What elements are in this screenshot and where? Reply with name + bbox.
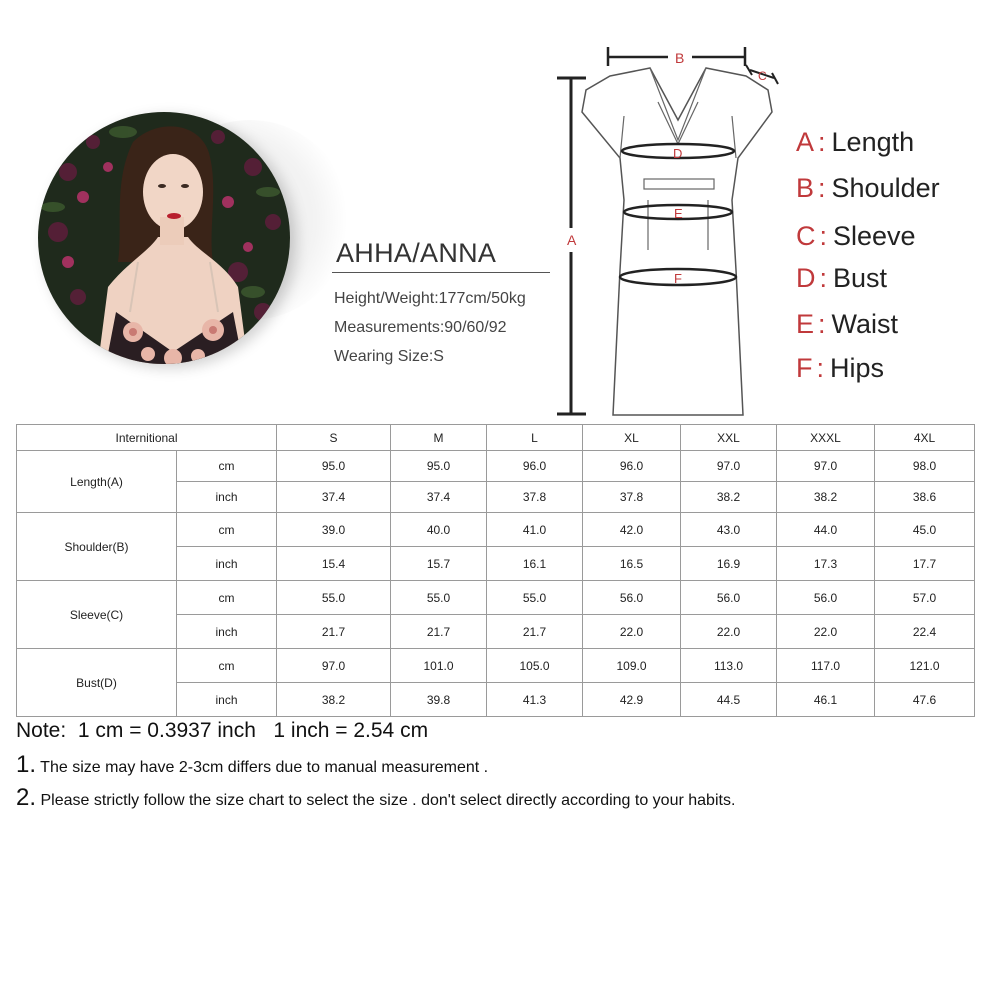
unit-label: inch [177, 547, 277, 581]
table-cell: 95.0 [391, 451, 487, 482]
table-cell: 22.0 [681, 615, 777, 649]
table-cell: 41.3 [487, 683, 583, 717]
brand-underline [332, 272, 550, 273]
legend-item-sleeve [796, 221, 916, 252]
table-cell: 117.0 [777, 649, 875, 683]
table-cell: 15.7 [391, 547, 487, 581]
diagram-label-a: A [567, 232, 577, 248]
legend-name: Length [831, 127, 915, 157]
table-cell: 22.0 [777, 615, 875, 649]
legend-letter: E [796, 309, 815, 339]
table-cell: 15.4 [277, 547, 391, 581]
table-cell: 37.4 [277, 482, 391, 513]
unit-label: cm [177, 451, 277, 482]
unit-label: inch [177, 615, 277, 649]
unit-label: inch [177, 683, 277, 717]
table-cell: 38.2 [777, 482, 875, 513]
table-cell: 21.7 [391, 615, 487, 649]
rule-text: Please strictly follow the size chart to select the size . don't select directly according to your habits. [36, 792, 736, 809]
table-cell: 56.0 [583, 581, 681, 615]
table-cell: 46.1 [777, 683, 875, 717]
legend-colon: : [818, 173, 826, 203]
table-cell: 97.0 [777, 451, 875, 482]
legend-letter: F [796, 353, 813, 383]
table-cell: 38.6 [875, 482, 975, 513]
table-cell: 39.0 [277, 513, 391, 547]
unit-label: cm [177, 513, 277, 547]
size-header: XXL [681, 425, 777, 451]
table-cell: 42.0 [583, 513, 681, 547]
table-cell: 37.8 [487, 482, 583, 513]
legend-item-shoulder [796, 173, 940, 204]
legend-item-length [796, 127, 914, 158]
size-header: M [391, 425, 487, 451]
table-cell: 97.0 [681, 451, 777, 482]
table-cell: 105.0 [487, 649, 583, 683]
table-cell: 45.0 [875, 513, 975, 547]
table-cell: 40.0 [391, 513, 487, 547]
model-wearing-size: Wearing Size:S [334, 348, 444, 365]
table-corner-label: Internitional [17, 425, 277, 451]
table-cell: 41.0 [487, 513, 583, 547]
legend-colon: : [818, 127, 826, 157]
diagram-label-b: B [675, 50, 685, 66]
table-cell: 39.8 [391, 683, 487, 717]
table-cell: 44.5 [681, 683, 777, 717]
diagram-label-f: F [674, 271, 682, 286]
legend-item-waist [796, 309, 898, 340]
model-height-weight: Height/Weight:177cm/50kg [334, 290, 526, 307]
table-row [17, 649, 975, 683]
legend-colon: : [816, 353, 825, 383]
table-cell: 96.0 [583, 451, 681, 482]
row-group-label: Shoulder(B) [17, 513, 177, 581]
table-cell: 37.4 [391, 482, 487, 513]
size-chart-table [16, 424, 975, 717]
table-cell: 101.0 [391, 649, 487, 683]
table-row [17, 513, 975, 547]
diagram-label-e: E [674, 206, 683, 221]
legend-letter: B [796, 173, 815, 203]
table-cell: 96.0 [487, 451, 583, 482]
table-cell: 95.0 [277, 451, 391, 482]
table-cell: 56.0 [681, 581, 777, 615]
unit-label: inch [177, 482, 277, 513]
row-group-label: Sleeve(C) [17, 581, 177, 649]
table-cell: 55.0 [391, 581, 487, 615]
legend-colon: : [819, 263, 828, 293]
table-header-row [17, 425, 975, 451]
legend-name: Hips [830, 353, 885, 383]
table-cell: 21.7 [277, 615, 391, 649]
size-header: L [487, 425, 583, 451]
legend-name: Sleeve [833, 221, 916, 251]
table-cell: 42.9 [583, 683, 681, 717]
table-cell: 16.5 [583, 547, 681, 581]
dress-measurement-diagram [540, 40, 790, 420]
model-photo-illustration [38, 112, 290, 364]
table-cell: 22.0 [583, 615, 681, 649]
rule-text: The size may have 2-3cm differs due to manual measurement . [36, 759, 489, 776]
legend-letter: C [796, 221, 816, 251]
legend-letter: D [796, 263, 816, 293]
table-cell: 17.7 [875, 547, 975, 581]
note-rule-2 [16, 784, 735, 812]
row-group-label: Bust(D) [17, 649, 177, 717]
rule-number: 1. [16, 751, 37, 778]
table-row [17, 581, 975, 615]
diagram-label-d: D [673, 146, 683, 161]
table-cell: 109.0 [583, 649, 681, 683]
size-header: S [277, 425, 391, 451]
table-cell: 57.0 [875, 581, 975, 615]
conversion-note: Note: 1 cm = 0.3937 inch 1 inch = 2.54 cm [16, 719, 429, 742]
table-cell: 22.4 [875, 615, 975, 649]
table-cell: 55.0 [277, 581, 391, 615]
legend-name: Waist [831, 309, 899, 339]
table-cell: 37.8 [583, 482, 681, 513]
table-cell: 55.0 [487, 581, 583, 615]
legend-name: Shoulder [831, 173, 940, 203]
diagram-label-c: C [758, 69, 767, 83]
legend-colon: : [819, 221, 828, 251]
table-cell: 113.0 [681, 649, 777, 683]
table-cell: 43.0 [681, 513, 777, 547]
table-cell: 97.0 [277, 649, 391, 683]
table-cell: 17.3 [777, 547, 875, 581]
legend-item-bust [796, 263, 887, 294]
table-cell: 21.7 [487, 615, 583, 649]
legend-letter: A [796, 127, 815, 157]
model-measurements: Measurements:90/60/92 [334, 319, 507, 336]
table-row [17, 451, 975, 482]
note-rule-1 [16, 751, 488, 779]
table-cell: 38.2 [277, 683, 391, 717]
table-cell: 56.0 [777, 581, 875, 615]
size-header: XXXL [777, 425, 875, 451]
size-header: 4XL [875, 425, 975, 451]
unit-label: cm [177, 581, 277, 615]
unit-label: cm [177, 649, 277, 683]
row-group-label: Length(A) [17, 451, 177, 513]
table-cell: 16.9 [681, 547, 777, 581]
size-header: XL [583, 425, 681, 451]
table-cell: 16.1 [487, 547, 583, 581]
table-cell: 98.0 [875, 451, 975, 482]
brand-name: AHHA/ANNA [336, 238, 497, 268]
legend-name: Bust [833, 263, 888, 293]
table-cell: 121.0 [875, 649, 975, 683]
table-cell: 38.2 [681, 482, 777, 513]
legend-item-hips [796, 353, 884, 384]
table-cell: 47.6 [875, 683, 975, 717]
table-cell: 44.0 [777, 513, 875, 547]
legend-colon: : [818, 309, 826, 339]
model-photo [38, 112, 290, 364]
rule-number: 2. [16, 784, 37, 811]
